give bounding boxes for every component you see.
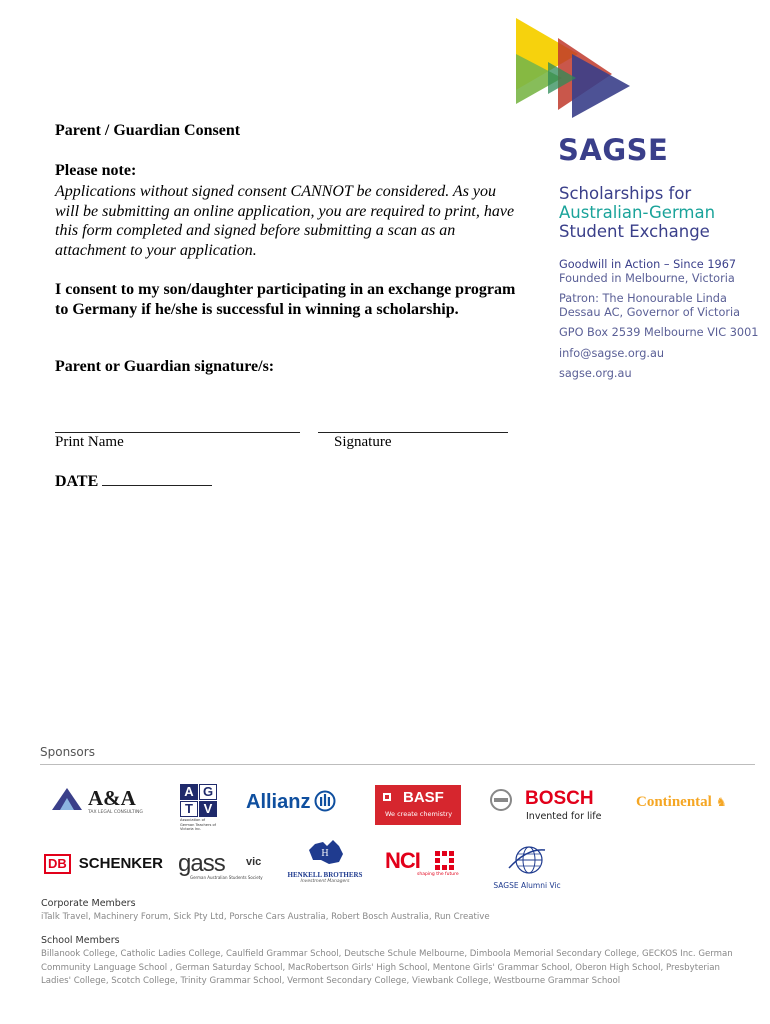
signature-heading: Parent or Guardian signature/s: xyxy=(55,358,275,375)
org-patron-2: Dessau AC, Governor of Victoria xyxy=(559,306,741,319)
gass-logo: gass vic German Australian Students Society xyxy=(178,850,263,880)
db-schenker-logo: DB SCHENKER xyxy=(44,854,163,874)
org-email[interactable]: info@sagse.org.au xyxy=(559,347,665,360)
svg-text:H: H xyxy=(321,848,329,859)
org-website[interactable]: sagse.org.au xyxy=(559,367,632,380)
signature-line[interactable] xyxy=(318,432,508,433)
sagse-alumni-logo: SAGSE Alumni Vic xyxy=(490,844,564,890)
basf-logo: BASF We create chemistry xyxy=(375,785,461,825)
aa-logo: A&A TAX LEGAL CONSULTING xyxy=(50,786,160,818)
org-patron-1: Patron: The Honourable Linda xyxy=(559,292,727,305)
sponsors-heading: Sponsors xyxy=(40,745,95,759)
bosch-logo: BOSCH Invented for life xyxy=(489,788,609,824)
consent-statement: I consent to my son/daughter participating in an exchange program to Germany if he/she is successful in winning a scholarship. xyxy=(55,281,516,318)
henkell-logo: H HENKELL BROTHERS Investment Managers xyxy=(285,838,365,888)
corporate-members-list: iTalk Travel, Machinery Forum, Sick Pty Ltd, Porsche Cars Australia, Robert Bosch Australia, Run Creative xyxy=(41,912,490,922)
org-address: GPO Box 2539 Melbourne VIC 3001 xyxy=(559,326,759,339)
signature-label: Signature xyxy=(334,434,392,450)
org-patron-block xyxy=(559,292,740,320)
continental-logo: Continental ♞ xyxy=(636,794,727,810)
bosch-armature-icon xyxy=(489,788,513,812)
school-members-heading: School Members xyxy=(41,935,120,946)
print-name-label: Print Name xyxy=(55,434,124,450)
org-founded: Founded in Melbourne, Victoria xyxy=(559,272,735,285)
form-title: Parent / Guardian Consent xyxy=(55,122,241,139)
corporate-members-heading: Corporate Members xyxy=(41,898,136,909)
australia-map-icon xyxy=(305,838,345,866)
agtv-logo: A G T V Association of German Teachers of Victoria Inc. xyxy=(180,784,216,831)
org-full-name-3: Student Exchange xyxy=(559,222,710,241)
sponsors-divider xyxy=(40,764,755,765)
org-tagline: Goodwill in Action – Since 1967 xyxy=(559,258,737,271)
print-name-line[interactable] xyxy=(55,432,300,433)
sagse-logo-mark xyxy=(512,14,634,120)
nci-grid-icon xyxy=(435,851,455,871)
globe-icon xyxy=(507,844,547,876)
continental-horse-icon: ♞ xyxy=(715,795,727,809)
org-full-name-1: Scholarships for xyxy=(559,184,692,203)
org-tagline-block xyxy=(559,258,736,286)
note-body: Applications without signed consent CANNOT be considered. As you will be submitting an online application, you are required to print, have this form completed and signed before submitting a scan as an attachment to your application. xyxy=(55,183,515,259)
nci-logo: NCI shaping the future xyxy=(385,848,459,877)
aa-triangle-icon xyxy=(50,786,84,812)
date-line[interactable] xyxy=(102,473,212,486)
allianz-eagle-icon xyxy=(314,790,336,812)
date-label: DATE xyxy=(55,473,99,490)
org-name: SAGSE xyxy=(558,133,669,167)
date-field xyxy=(55,473,212,491)
note-heading: Please note: xyxy=(55,162,137,179)
allianz-logo: Allianz xyxy=(246,790,336,814)
school-members-list: Billanook College, Catholic Ladies College, Caulfield Grammar School, Deutsche Schule Melbourne, Dimboola Memorial Secondary College, GECKOS Inc. German Community Language School , German Saturday School, MacRobertson Girls' High School, Mentone Girls' Grammar School, Oberon High School, Presbyterian Ladies' College, Scotch College, Trinity Grammar School, Vermont Secondary College, Viewbank College, Westbourne Grammar School xyxy=(41,949,733,986)
org-full-name-2: Australian-German xyxy=(559,203,716,222)
